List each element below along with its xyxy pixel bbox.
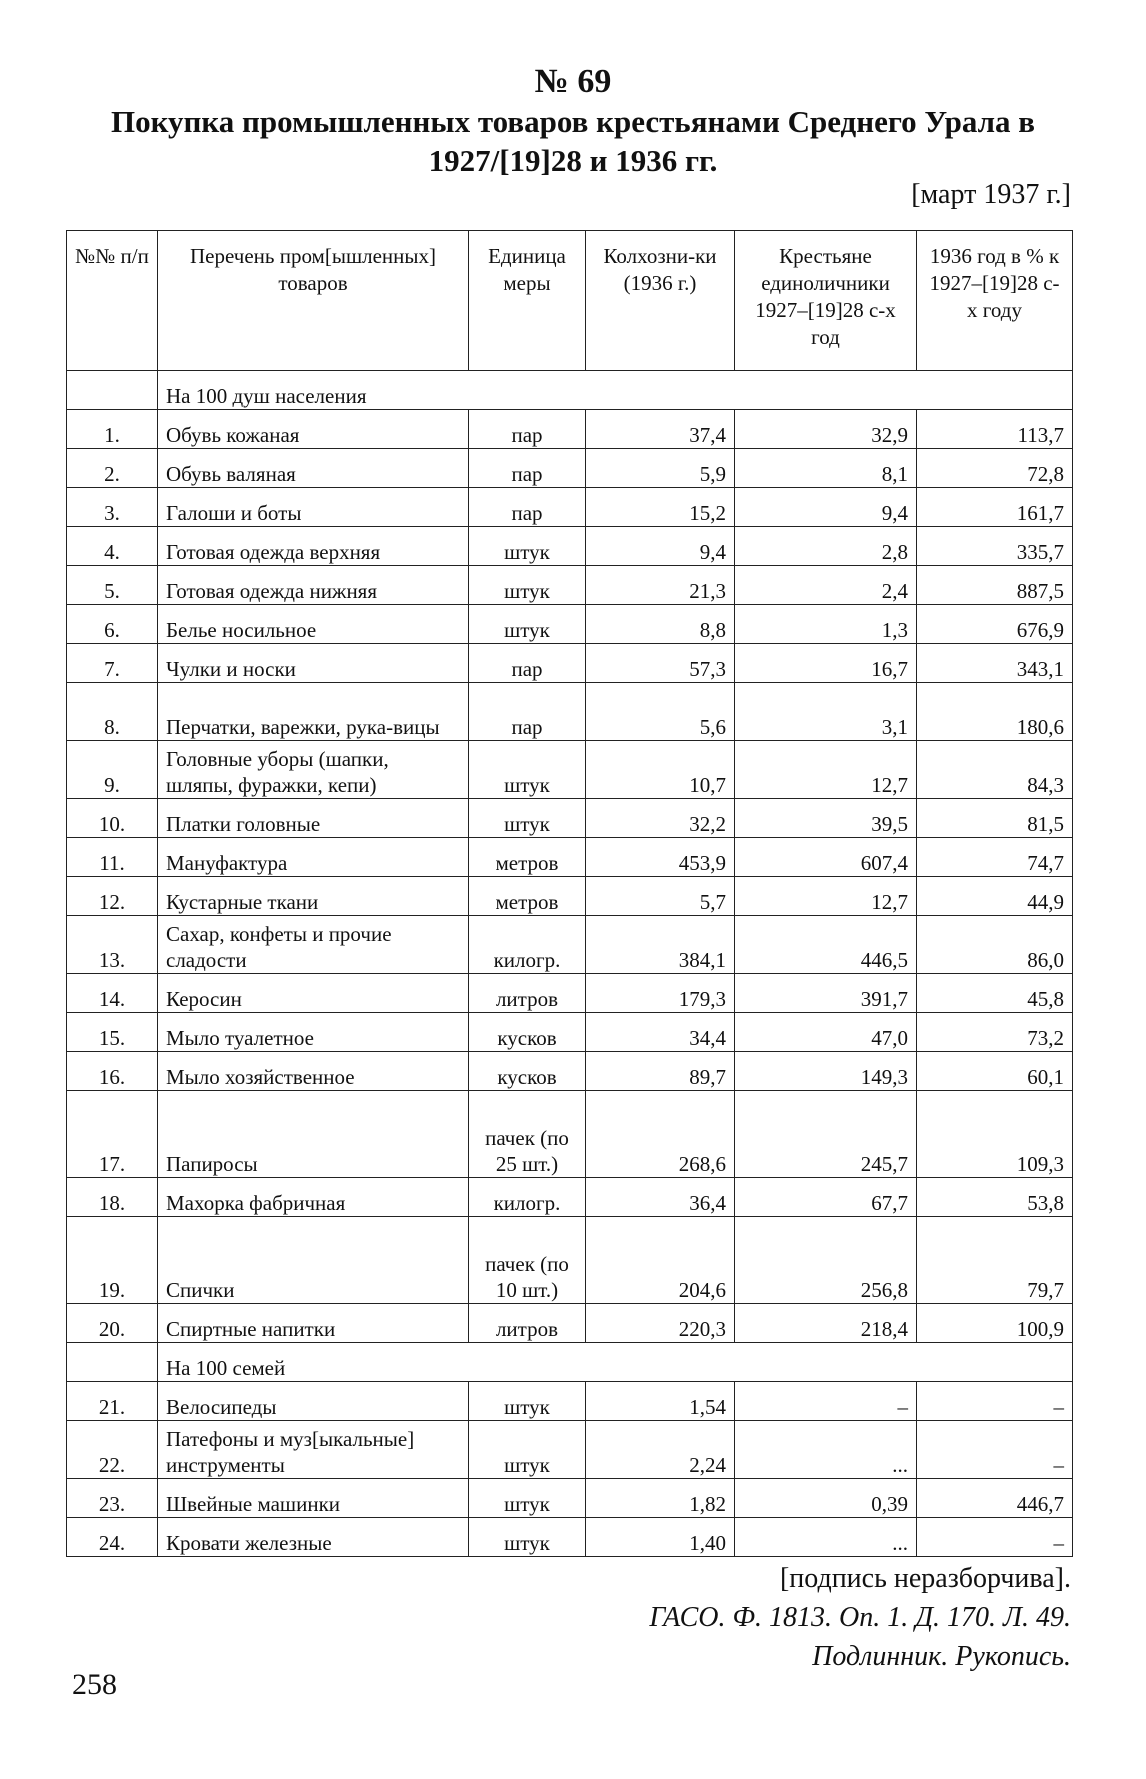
row-number: 18. [67, 1178, 158, 1217]
table-row [67, 1013, 1073, 1052]
individual-peasant-value: 16,7 [735, 644, 917, 683]
table-row [67, 916, 1073, 974]
kolkhoznik-value: 268,6 [586, 1091, 735, 1178]
table-row [67, 974, 1073, 1013]
kolkhoznik-value: 36,4 [586, 1178, 735, 1217]
individual-peasant-value: ... [735, 1518, 917, 1557]
percent-value: 109,3 [917, 1091, 1073, 1178]
goods-name: Готовая одежда нижняя [158, 566, 469, 605]
goods-name: Сахар, конфеты и прочие сладости [158, 916, 469, 974]
purchases-table [66, 230, 1073, 1557]
individual-peasant-value: 2,8 [735, 527, 917, 566]
unit-of-measure: пар [469, 683, 586, 741]
goods-name: Патефоны и муз[ыкальные] инструменты [158, 1421, 469, 1479]
row-number: 14. [67, 974, 158, 1013]
goods-name: Мыло туалетное [158, 1013, 469, 1052]
row-number: 13. [67, 916, 158, 974]
kolkhoznik-value: 1,40 [586, 1518, 735, 1557]
row-number: 11. [67, 838, 158, 877]
goods-name: Кустарные ткани [158, 877, 469, 916]
table-row [67, 566, 1073, 605]
individual-peasant-value: 607,4 [735, 838, 917, 877]
percent-value: 86,0 [917, 916, 1073, 974]
signature-note: [подпись неразборчива]. [779, 1563, 1071, 1594]
row-number: 22. [67, 1421, 158, 1479]
archive-reference: ГАСО. Ф. 1813. Оп. 1. Д. 170. Л. 49. [649, 1602, 1071, 1633]
column-header-goods: Перечень пром[ышленных] товаров [158, 231, 469, 371]
individual-peasant-value: 391,7 [735, 974, 917, 1013]
goods-name: Белье носильное [158, 605, 469, 644]
table-row [67, 741, 1073, 799]
goods-name: Чулки и носки [158, 644, 469, 683]
percent-value: 180,6 [917, 683, 1073, 741]
table-row [67, 527, 1073, 566]
percent-value: 343,1 [917, 644, 1073, 683]
individual-peasant-value: 9,4 [735, 488, 917, 527]
unit-of-measure: кусков [469, 1052, 586, 1091]
percent-value: 53,8 [917, 1178, 1073, 1217]
percent-value: 113,7 [917, 410, 1073, 449]
unit-of-measure: штук [469, 527, 586, 566]
goods-name: Готовая одежда верхняя [158, 527, 469, 566]
percent-value: 676,9 [917, 605, 1073, 644]
unit-of-measure: литров [469, 1304, 586, 1343]
table-row [67, 1421, 1073, 1479]
individual-peasant-value: 446,5 [735, 916, 917, 974]
unit-of-measure: килогр. [469, 1178, 586, 1217]
percent-value: 100,9 [917, 1304, 1073, 1343]
percent-value: 335,7 [917, 527, 1073, 566]
goods-name: Папиросы [158, 1091, 469, 1178]
kolkhoznik-value: 2,24 [586, 1421, 735, 1479]
percent-value: 887,5 [917, 566, 1073, 605]
kolkhoznik-value: 9,4 [586, 527, 735, 566]
row-number: 12. [67, 877, 158, 916]
row-number: 7. [67, 644, 158, 683]
unit-of-measure: пар [469, 644, 586, 683]
unit-of-measure: пар [469, 488, 586, 527]
row-number: 24. [67, 1518, 158, 1557]
unit-of-measure: штук [469, 1479, 586, 1518]
row-number: 15. [67, 1013, 158, 1052]
table-row [67, 410, 1073, 449]
table-row [67, 644, 1073, 683]
column-header-percent: 1936 год в % к 1927–[19]28 с-х году [917, 231, 1073, 371]
goods-name: Кровати железные [158, 1518, 469, 1557]
table-row [67, 877, 1073, 916]
unit-of-measure: штук [469, 1382, 586, 1421]
individual-peasant-value: 8,1 [735, 449, 917, 488]
section-row [67, 371, 1073, 410]
table-body [67, 371, 1073, 1557]
row-number: 19. [67, 1217, 158, 1304]
goods-name: Обувь валяная [158, 449, 469, 488]
goods-name: Мыло хозяйственное [158, 1052, 469, 1091]
goods-name: Велосипеды [158, 1382, 469, 1421]
goods-name: Платки головные [158, 799, 469, 838]
section-number-cell [67, 1343, 158, 1382]
table-row [67, 449, 1073, 488]
table-header-row [67, 231, 1073, 371]
kolkhoznik-value: 8,8 [586, 605, 735, 644]
kolkhoznik-value: 5,9 [586, 449, 735, 488]
page-number: 258 [72, 1668, 117, 1701]
individual-peasant-value: ... [735, 1421, 917, 1479]
goods-name: Мануфактура [158, 838, 469, 877]
unit-of-measure: кусков [469, 1013, 586, 1052]
goods-name: Обувь кожаная [158, 410, 469, 449]
percent-value: 44,9 [917, 877, 1073, 916]
unit-of-measure: пачек (по 25 шт.) [469, 1091, 586, 1178]
row-number: 17. [67, 1091, 158, 1178]
goods-name: Швейные машинки [158, 1479, 469, 1518]
document-title: Покупка промышленных товаров крестьянами Среднего Урала в 1927/[19]28 и 1936 гг. [110, 104, 1036, 178]
unit-of-measure: штук [469, 1421, 586, 1479]
percent-value: 45,8 [917, 974, 1073, 1013]
kolkhoznik-value: 220,3 [586, 1304, 735, 1343]
table-row [67, 1178, 1073, 1217]
kolkhoznik-value: 32,2 [586, 799, 735, 838]
row-number: 10. [67, 799, 158, 838]
kolkhoznik-value: 34,4 [586, 1013, 735, 1052]
table-row [67, 1217, 1073, 1304]
percent-value: 73,2 [917, 1013, 1073, 1052]
section-label: На 100 душ населения [158, 371, 1073, 410]
percent-value: 81,5 [917, 799, 1073, 838]
unit-of-measure: штук [469, 566, 586, 605]
row-number: 1. [67, 410, 158, 449]
kolkhoznik-value: 179,3 [586, 974, 735, 1013]
row-number: 4. [67, 527, 158, 566]
unit-of-measure: штук [469, 741, 586, 799]
percent-value: 161,7 [917, 488, 1073, 527]
table-row [67, 1304, 1073, 1343]
section-label: На 100 семей [158, 1343, 1073, 1382]
original-note: Подлинник. Рукопись. [812, 1641, 1071, 1672]
kolkhoznik-value: 5,6 [586, 683, 735, 741]
row-number: 3. [67, 488, 158, 527]
kolkhoznik-value: 384,1 [586, 916, 735, 974]
table-row [67, 1518, 1073, 1557]
kolkhoznik-value: 1,54 [586, 1382, 735, 1421]
goods-name: Керосин [158, 974, 469, 1013]
percent-value: 446,7 [917, 1479, 1073, 1518]
unit-of-measure: штук [469, 799, 586, 838]
percent-value: 79,7 [917, 1217, 1073, 1304]
table-row [67, 488, 1073, 527]
goods-name: Махорка фабричная [158, 1178, 469, 1217]
table-row [67, 1052, 1073, 1091]
goods-name: Спички [158, 1217, 469, 1304]
unit-of-measure: штук [469, 1518, 586, 1557]
goods-name: Перчатки, варежки, рука-вицы [158, 683, 469, 741]
unit-of-measure: метров [469, 877, 586, 916]
individual-peasant-value: 12,7 [735, 877, 917, 916]
row-number: 5. [67, 566, 158, 605]
table-row [67, 605, 1073, 644]
percent-value: 60,1 [917, 1052, 1073, 1091]
row-number: 20. [67, 1304, 158, 1343]
kolkhoznik-value: 37,4 [586, 410, 735, 449]
row-number: 16. [67, 1052, 158, 1091]
unit-of-measure: пачек (по 10 шт.) [469, 1217, 586, 1304]
individual-peasant-value: 47,0 [735, 1013, 917, 1052]
goods-name: Галоши и боты [158, 488, 469, 527]
individual-peasant-value: 256,8 [735, 1217, 917, 1304]
document-date: [март 1937 г.] [911, 179, 1071, 210]
individual-peasant-value: 218,4 [735, 1304, 917, 1343]
kolkhoznik-value: 10,7 [586, 741, 735, 799]
unit-of-measure: пар [469, 410, 586, 449]
column-header-individual-peasants: Крестьяне единоличники 1927–[19]28 с-х год [735, 231, 917, 371]
percent-value: 72,8 [917, 449, 1073, 488]
unit-of-measure: килогр. [469, 916, 586, 974]
row-number: 9. [67, 741, 158, 799]
table-row [67, 1091, 1073, 1178]
section-number-cell [67, 371, 158, 410]
individual-peasant-value: 67,7 [735, 1178, 917, 1217]
percent-value: 84,3 [917, 741, 1073, 799]
kolkhoznik-value: 21,3 [586, 566, 735, 605]
individual-peasant-value: 32,9 [735, 410, 917, 449]
row-number: 6. [67, 605, 158, 644]
kolkhoznik-value: 453,9 [586, 838, 735, 877]
kolkhoznik-value: 15,2 [586, 488, 735, 527]
percent-value: – [917, 1518, 1073, 1557]
kolkhoznik-value: 57,3 [586, 644, 735, 683]
table-row [67, 1382, 1073, 1421]
percent-value: – [917, 1382, 1073, 1421]
row-number: 23. [67, 1479, 158, 1518]
percent-value: 74,7 [917, 838, 1073, 877]
table-row [67, 683, 1073, 741]
individual-peasant-value: 149,3 [735, 1052, 917, 1091]
unit-of-measure: литров [469, 974, 586, 1013]
column-header-kolkhozniks: Колхозни-ки (1936 г.) [586, 231, 735, 371]
section-row [67, 1343, 1073, 1382]
column-header-unit: Единица меры [469, 231, 586, 371]
table-row [67, 1479, 1073, 1518]
unit-of-measure: метров [469, 838, 586, 877]
row-number: 2. [67, 449, 158, 488]
kolkhoznik-value: 1,82 [586, 1479, 735, 1518]
goods-name: Спиртные напитки [158, 1304, 469, 1343]
row-number: 8. [67, 683, 158, 741]
table-row [67, 838, 1073, 877]
kolkhoznik-value: 5,7 [586, 877, 735, 916]
individual-peasant-value: 12,7 [735, 741, 917, 799]
individual-peasant-value: 2,4 [735, 566, 917, 605]
document-number: № 69 [534, 63, 612, 100]
column-header-number: №№ п/п [67, 231, 158, 371]
unit-of-measure: пар [469, 449, 586, 488]
individual-peasant-value: 245,7 [735, 1091, 917, 1178]
individual-peasant-value: 3,1 [735, 683, 917, 741]
percent-value: – [917, 1421, 1073, 1479]
kolkhoznik-value: 204,6 [586, 1217, 735, 1304]
individual-peasant-value: – [735, 1382, 917, 1421]
row-number: 21. [67, 1382, 158, 1421]
table-row [67, 799, 1073, 838]
individual-peasant-value: 39,5 [735, 799, 917, 838]
individual-peasant-value: 1,3 [735, 605, 917, 644]
unit-of-measure: штук [469, 605, 586, 644]
individual-peasant-value: 0,39 [735, 1479, 917, 1518]
kolkhoznik-value: 89,7 [586, 1052, 735, 1091]
goods-name: Головные уборы (шапки, шляпы, фуражки, кепи) [158, 741, 469, 799]
